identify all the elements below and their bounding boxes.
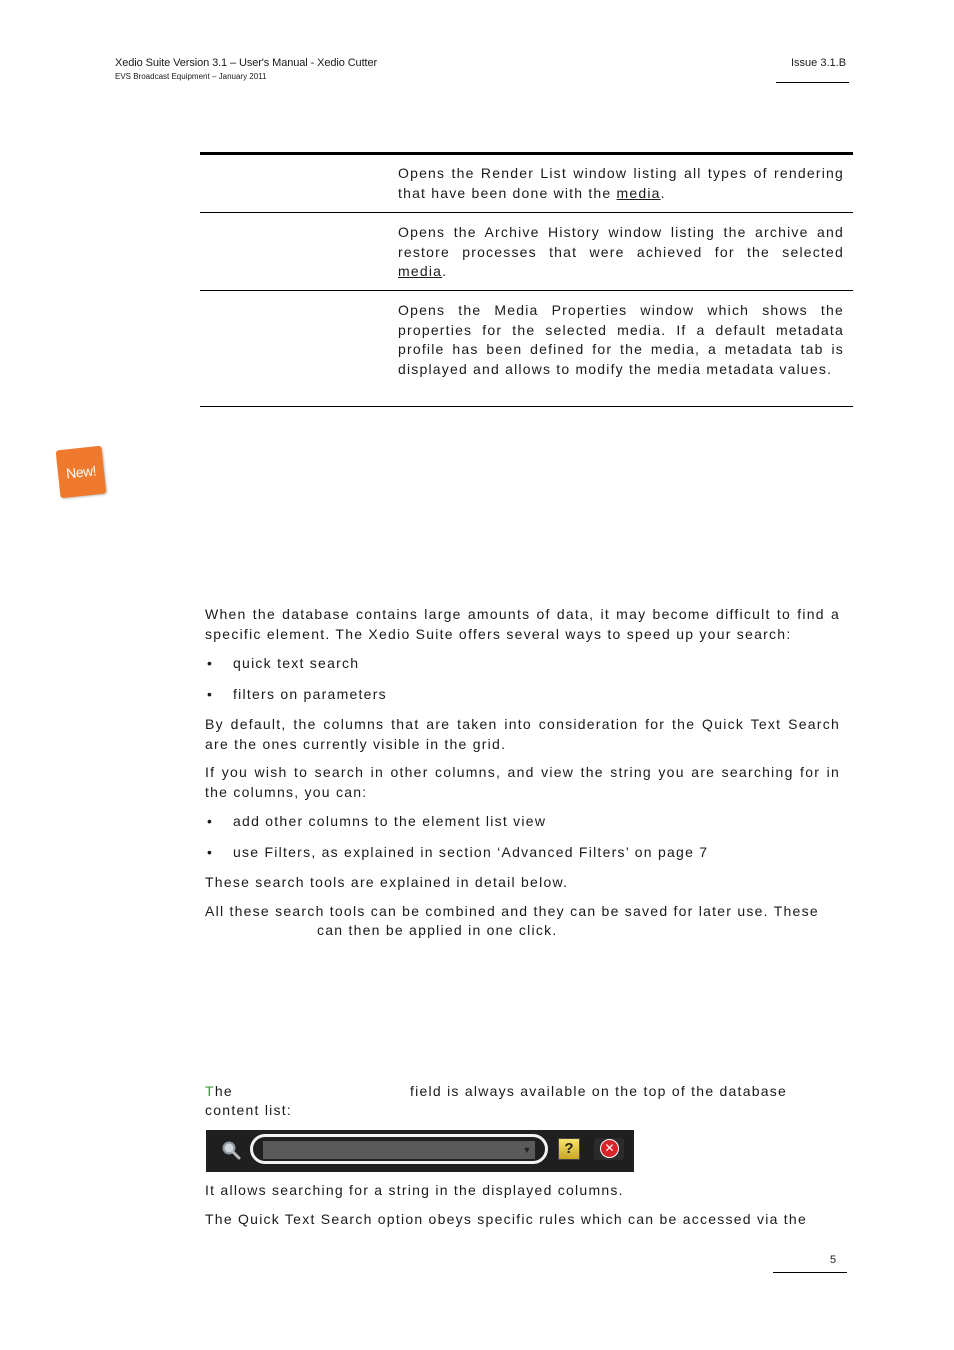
table-top-rule [200,152,853,155]
paragraph-rules: The Quick Text Search option obeys specific rules which can be accessed via the [205,1211,807,1227]
bullet-dot: • [207,813,212,829]
bullet-dot: • [207,686,212,702]
paragraph-field-line2: content list: [205,1102,293,1118]
paragraph-default-columns: By default, the columns that are taken into consideration for the Quick Text Search are the ones currently visible in the grid. [205,716,840,752]
help-question-icon[interactable]: ? [558,1138,580,1160]
footer-rule [773,1272,847,1273]
header-issue: Issue 3.1.B [791,57,847,69]
table-row-divider [200,212,853,213]
chevron-down-icon[interactable]: ▼ [519,1141,535,1159]
close-icon: ✕ [600,1139,619,1158]
table-row-media-properties: Opens the Media Properties window which shows the properties for the selected media. If a default metadata profile has been defined for the media, a metadata tab is displayed and allows to modify the media metadata values. [398,302,844,377]
bullet-add-columns: add other columns to the element list view [233,813,547,829]
header-title: Xedio Suite Version 3.1 – User's Manual - Xedio Cutter [115,57,378,69]
header-subtitle: EVS Broadcast Equipment – January 2011 [115,72,267,81]
paragraph-field-middle: field is always available on the top of the database [410,1083,788,1099]
paragraph-combined-line2: can then be applied in one click. [317,922,558,938]
paragraph-combined-line1: All these search tools can be combined and they can be saved for later use. These [205,903,819,919]
table-row-archive-history: Opens the Archive History window listing the archive and restore processes that were achieved for the selected media. [398,224,844,279]
media-link[interactable]: media [398,263,443,279]
paragraph-other-columns: If you wish to search in other columns, and view the string you are searching for in the columns, you can: [205,764,840,800]
paragraph-searching: It allows searching for a string in the displayed columns. [205,1182,624,1198]
quick-search-field[interactable] [250,1134,548,1164]
bullet-dot: • [207,655,212,671]
quick-search-input[interactable] [263,1141,525,1159]
bullet-filters: filters on parameters [233,686,387,702]
paragraph-intro: When the database contains large amounts of data, it may become difficult to find a specific element. The Xedio Suite offers several ways to speed up your search: [205,606,840,642]
table-bottom-rule [200,406,853,407]
table-row-render-list: Opens the Render List window listing all types of rendering that have been done with the media. [398,165,844,201]
bullet-dot: • [207,844,212,860]
media-link[interactable]: media [616,184,661,201]
page-number: 5 [830,1254,837,1266]
table-row-divider [200,290,853,291]
quick-search-toolbar [206,1130,634,1172]
paragraph-explained: These search tools are explained in detail below. [205,874,569,890]
header-rule [776,82,849,83]
clear-search-button[interactable] [594,1138,624,1160]
paragraph-field-start: The [205,1083,233,1099]
new-badge: New! [56,446,107,499]
bullet-quick-text-search: quick text search [233,655,360,671]
bullet-use-filters: use Filters, as explained in section ‘Advanced Filters’ on page 7 [233,844,709,860]
magnifier-icon[interactable] [220,1139,242,1161]
